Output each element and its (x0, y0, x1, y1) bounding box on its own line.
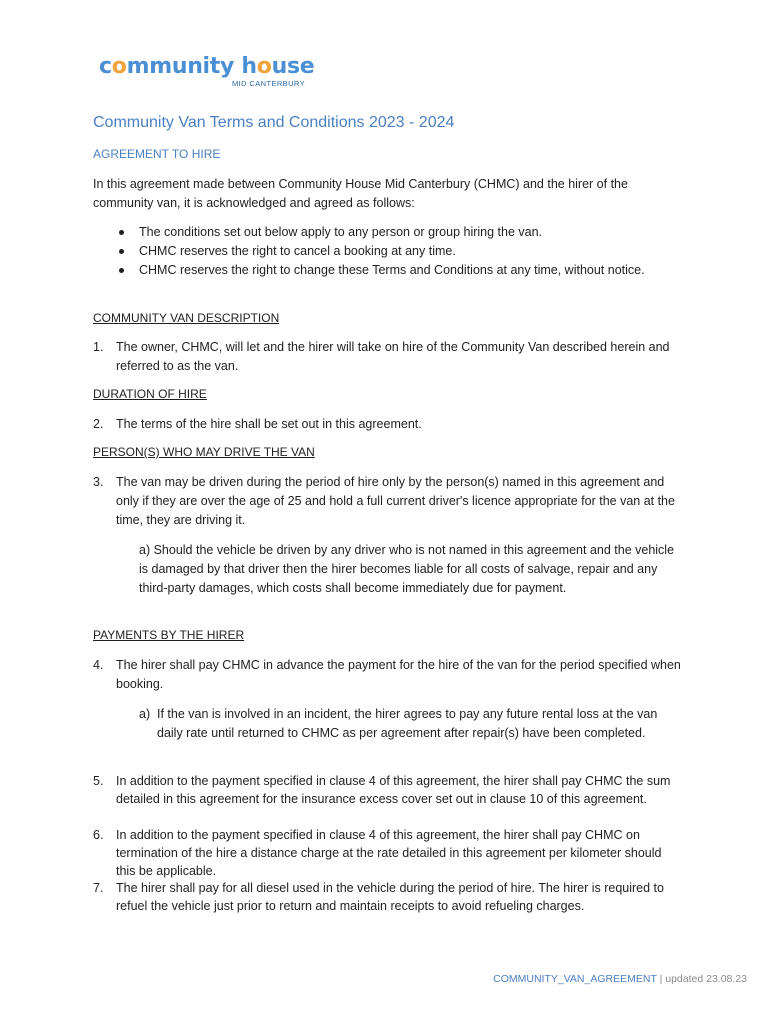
clause-5: 5. In addition to the payment specified in clause 4 of this agreement, the hirer shall pay CHMC the sum detailed in this agreement for the insurance excess cover set out in clause 10 of this agreement. (93, 774, 671, 806)
list-item: CHMC reserves the right to cancel a booking at any time. (93, 242, 683, 261)
section-heading-payments: PAYMENTS BY THE HIRER (93, 628, 245, 642)
conditions-bullet-list (93, 223, 683, 280)
clause-7: 7. The hirer shall pay for all diesel used in the vehicle during the period of hire. The hirer is required to refuel the vehicle just prior to return and maintain receipts to avoid refueling charges. (93, 881, 664, 913)
list-item: The conditions set out below apply to any person or group hiring the van. (93, 223, 683, 242)
logo-o-figure: o (111, 54, 127, 79)
section-heading-duration: DURATION OF HIRE (93, 387, 207, 401)
clause-4a: a) If the van is involved in an incident, the hirer agrees to pay any future rental loss at the van daily rate until returned to CHMC as per agreement after repair(s) have been completed. (139, 707, 658, 740)
document-title: Community Van Terms and Conditions 2023 - 2024 (93, 114, 455, 131)
bullet-icon (119, 268, 124, 273)
bullet-icon (119, 230, 124, 235)
clause-3: 3. The van may be driven during the period of hire only by the person(s) named in this agreement and only if they are over the age of 25 and hold a full current driver's licence appropriate for the van at the time, they are driving it. (93, 475, 675, 527)
page-footer (493, 973, 747, 985)
logo-wordmark: community house (99, 54, 315, 79)
agreement-heading: AGREEMENT TO HIRE (93, 147, 221, 161)
list-item: CHMC reserves the right to change these Terms and Conditions at any time, without notice. (93, 261, 683, 280)
section-heading-description: COMMUNITY VAN DESCRIPTION (93, 311, 280, 325)
clause-6: 6. In addition to the payment specified in clause 4 of this agreement, the hirer shall pay CHMC on termination of the hire a distance charge at the rate detailed in this agreement per kilometer should this be applicable. (93, 828, 662, 878)
intro-paragraph: In this agreement made between Community House Mid Canterbury (CHMC) and the hirer of the community van, it is acknowledged and agreed as follows: (93, 177, 628, 210)
clause-4: 4. The hirer shall pay CHMC in advance the payment for the hire of the van for the period specified when booking. (93, 658, 681, 691)
community-house-logo (99, 50, 314, 90)
bullet-icon (119, 249, 124, 254)
clause-1: 1. The owner, CHMC, will let and the hirer will take on hire of the Community Van described herein and referred to as the van. (93, 340, 670, 373)
clause-3a: a) Should the vehicle be driven by any driver who is not named in this agreement and the vehicle is damaged by that driver then the hirer becomes liable for all costs of salvage, repair and any third-party damages, which costs shall become immediately due for payment. (139, 543, 675, 595)
section-heading-persons: PERSON(S) WHO MAY DRIVE THE VAN (93, 445, 315, 459)
footer-updated-date: updated 23.08.23 (665, 973, 747, 985)
logo-subtitle: MID CANTERBURY (232, 79, 305, 88)
footer-separator: | (656, 973, 666, 985)
footer-document-code: COMMUNITY_VAN_AGREEMENT (493, 973, 657, 985)
clause-2: 2. The terms of the hire shall be set out in this agreement. (93, 417, 422, 431)
logo-house-o: o (256, 54, 272, 79)
